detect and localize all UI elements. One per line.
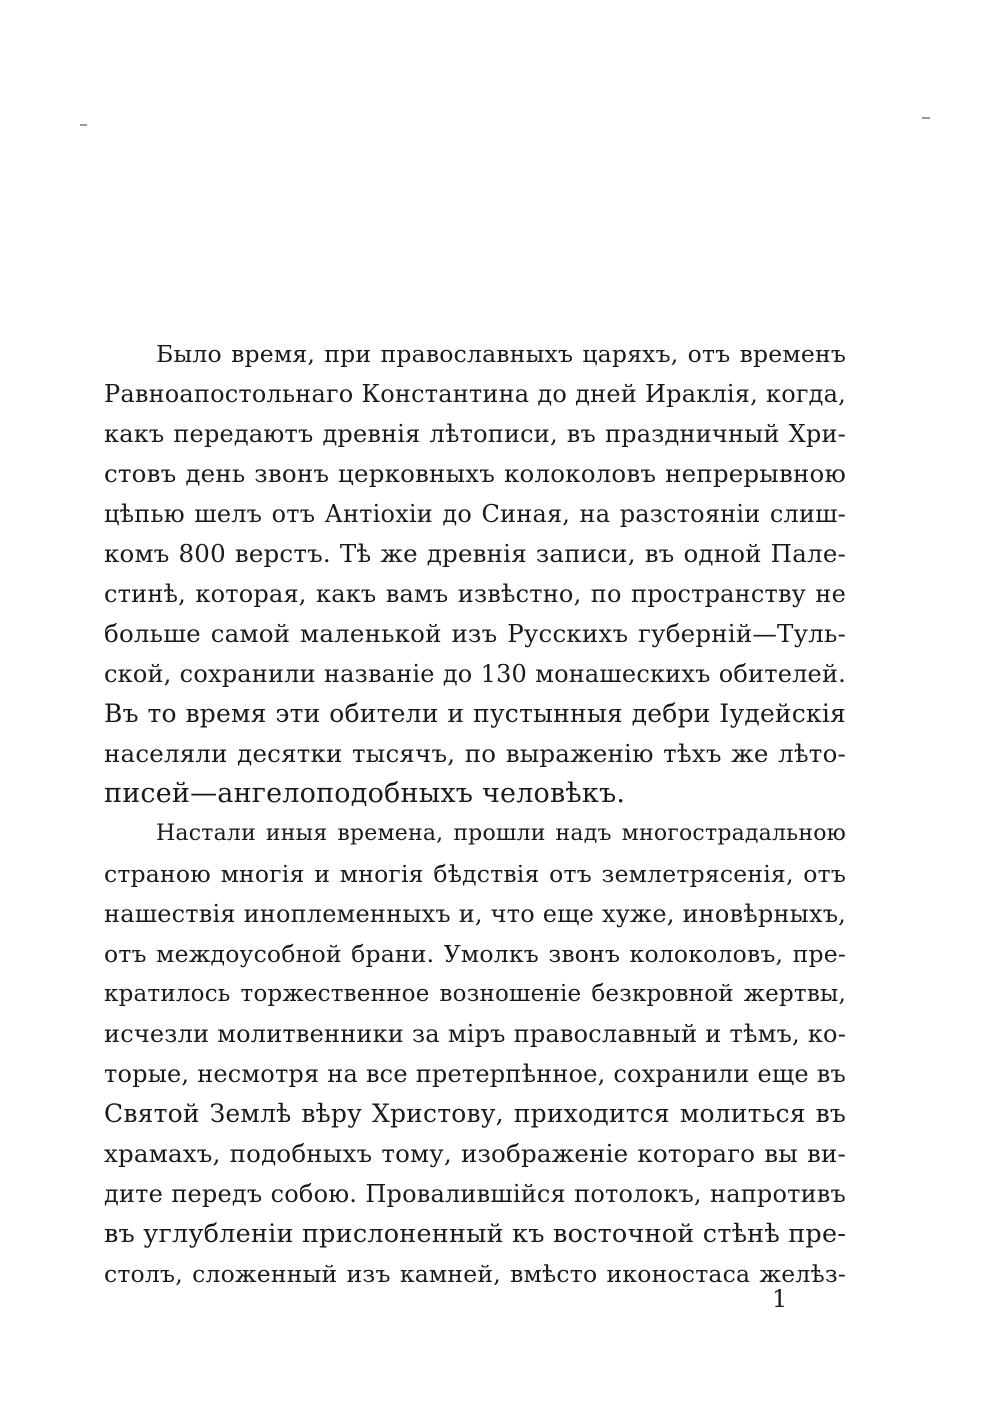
scan-mark-right [922,117,930,119]
text-line: писей—ангелоподобныхъ человѣкъ. [104,778,626,809]
scan-mark-left [80,124,87,126]
text-line: стовъ день звонъ церковныхъ колоколовъ непрерывною [104,459,846,488]
text-line: комъ 800 верстъ. Тѣ же древнія записи, въ одной Пале- [104,539,846,568]
text-line: Было время, при православныхъ царяхъ, отъ временъ [156,340,846,368]
text-line: больше самой маленькой изъ Русскихъ губерній—Туль- [104,619,846,648]
text-line: Святой Землѣ вѣру Христову, приходится молиться въ [104,1099,846,1128]
text-line: кратилось торжественное возношеніе безкровной жертвы, [104,981,846,1007]
text-line: страною многія и многія бѣдствія отъ землетрясенія, отъ [104,860,846,888]
text-line: ской, сохранили названіе до 130 монашескихъ обителей. [104,660,846,688]
text-line: населяли десятки тысячъ, по выраженію тѣхъ же лѣто- [104,739,846,768]
text-line: исчезли молитвенники за міръ православный и тѣмъ, ко- [104,1020,846,1048]
text-line: столъ, сложенный изъ камней, вмѣсто иконостаса желѣз- [104,1260,846,1288]
page-number: 1 [772,1285,788,1313]
text-line: въ углубленіи прислоненный къ восточной стѣнѣ пре- [104,1219,847,1249]
text-line: Въ то время эти обители и пустынныя дебри Іудейскія [104,699,846,728]
text-line: Равноапостольнаго Константина до дней Ираклія, когда, [104,380,846,408]
text-line: дите передъ собою. Провалившійся потолокъ, напротивъ [104,1180,846,1208]
text-line: храмахъ, подобныхъ тому, изображеніе котораго вы ви- [104,1139,846,1168]
text-line: Настали иныя времена, прошли надъ многострадальною [156,821,846,846]
text-line: цѣпью шелъ отъ Антіохіи до Синая, на разстояніи слиш- [104,500,846,528]
text-line: отъ междоусобной брани. Умолкъ звонъ колоколовъ, пре- [104,940,846,968]
text-line: какъ передаютъ древнія лѣтописи, въ праздничный Хри- [104,420,846,448]
text-line: нашествія иноплеменныхъ и, что еще хуже, иновѣрныхъ, [104,900,846,928]
text-line: стинѣ, которая, какъ вамъ извѣстно, по пространству не [104,580,846,608]
text-line: торые, несмотря на все претерпѣнное, сохранили еще въ [104,1060,846,1088]
